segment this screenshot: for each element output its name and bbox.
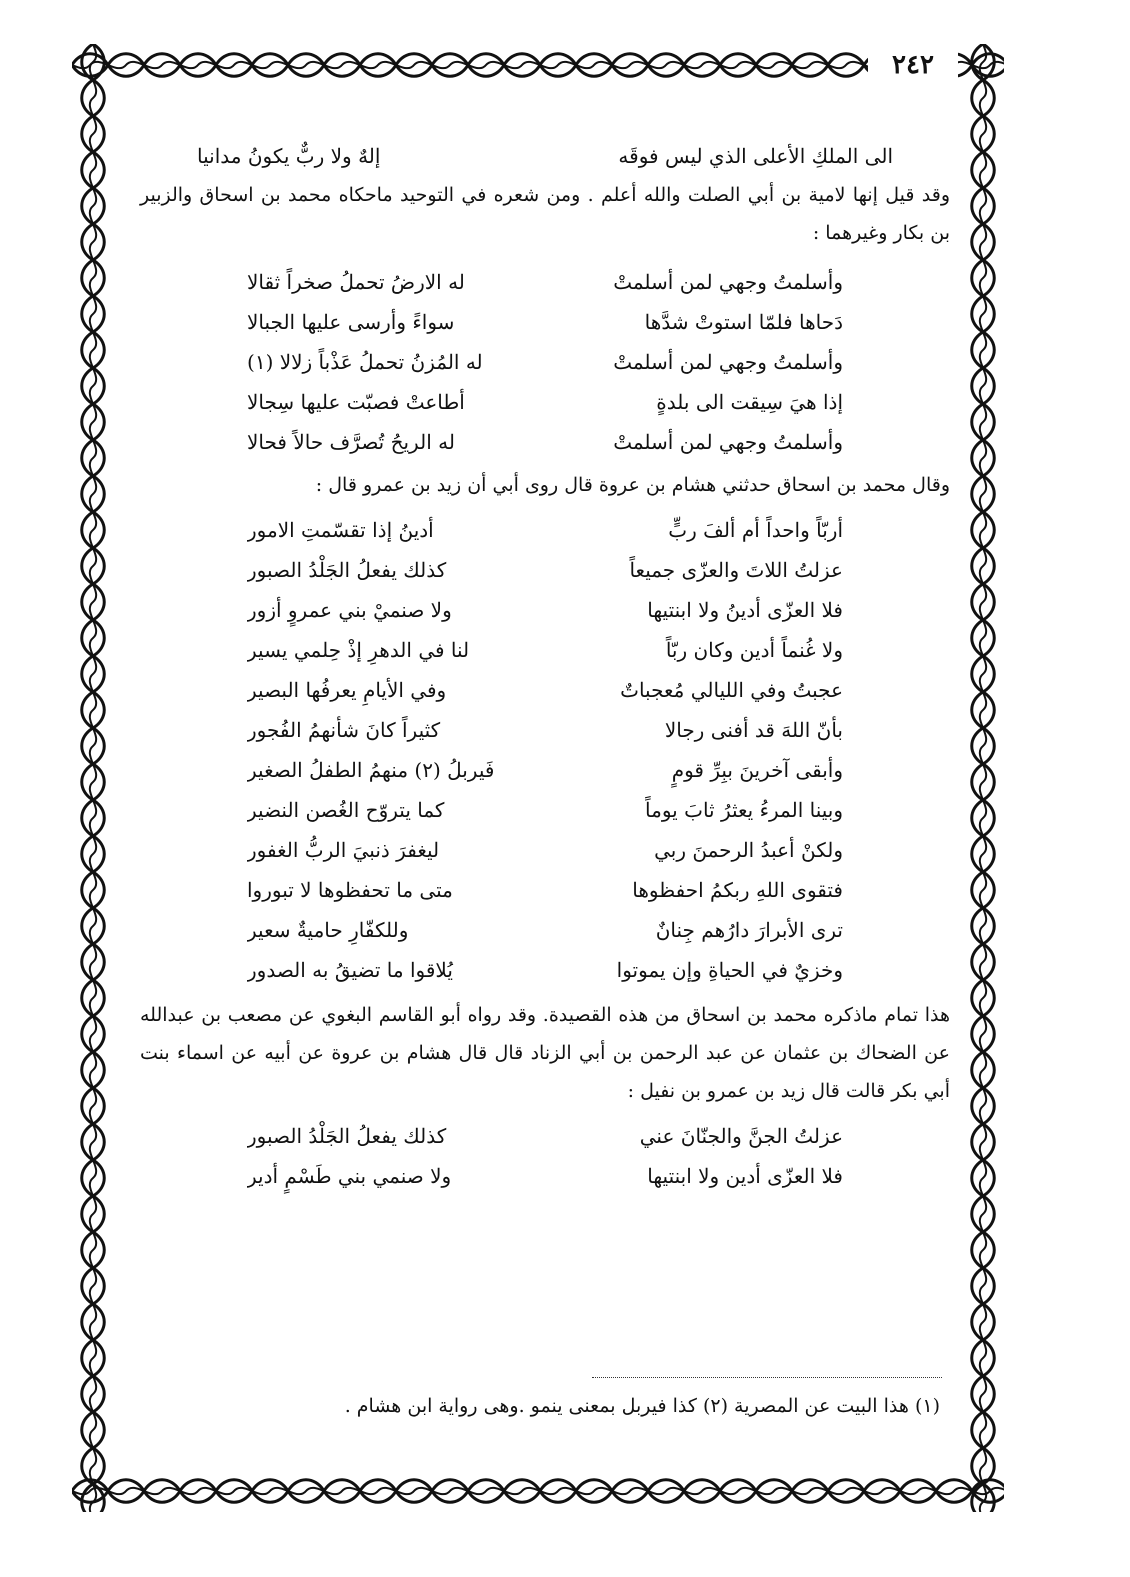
hemistich-second: له المُزنُ تحملُ عَذْباً زلالا (١) bbox=[247, 350, 483, 374]
hemistich-second: ولا صنميْ بني عمروٍ أزور bbox=[247, 598, 452, 622]
hemistich-first: فلا العزّى أدينُ ولا ابنتيها bbox=[647, 598, 843, 622]
hemistich-first: دَحاها فلمّا استوتْ شدَّها bbox=[644, 310, 843, 334]
verse-line bbox=[140, 550, 950, 590]
hemistich-first: وخزيٌ في الحياةِ وإن يموتوا bbox=[616, 958, 843, 982]
ornamental-border-bottom bbox=[72, 1470, 1004, 1512]
hemistich-second: لنا في الدهرِ إذْ حِلمي يسير bbox=[247, 638, 470, 662]
verse-line bbox=[140, 750, 950, 790]
hemistich-first: فلا العزّى أدين ولا ابنتيها bbox=[647, 1164, 843, 1188]
hemistich-second: وفي الأيامِ يعرفُها البصير bbox=[247, 678, 447, 702]
hemistich-first: بأنّ اللهَ قد أفنى رجالا bbox=[664, 718, 843, 742]
page-content bbox=[140, 132, 950, 1196]
hemistich-first: عزلتُ اللاتَ والعزّى جميعاً bbox=[629, 558, 843, 582]
hemistich-second: له الريحُ تُصرَّف حالاً فحالا bbox=[247, 430, 455, 454]
hemistich-second: إلهٌ ولا ربٌّ يكونُ مدانيا bbox=[197, 144, 381, 168]
hemistich-first: ترى الأبرارَ دارُهم جِنانٌ bbox=[655, 918, 843, 942]
verse-line bbox=[140, 630, 950, 670]
hemistich-first: عجبتُ وفي الليالي مُعجباتٌ bbox=[620, 678, 843, 702]
hemistich-second: فَيربلُ (٢) منهمُ الطفلُ الصغير bbox=[247, 758, 495, 782]
hemistich-second: سواءً وأرسى عليها الجبالا bbox=[247, 310, 455, 334]
hemistich-first: وأبقى آخرينَ ببِرِّ قومٍ bbox=[671, 758, 843, 782]
verse-line bbox=[140, 870, 950, 910]
verse-line bbox=[140, 262, 950, 302]
hemistich-first: وبينا المرءُ يعثرُ ثابَ يوماً bbox=[645, 798, 843, 822]
hemistich-first: عزلتُ الجنَّ والجنّانَ عني bbox=[639, 1124, 843, 1148]
poem-1 bbox=[140, 262, 950, 462]
hemistich-first: وأسلمتُ وجهي لمن أسلمتْ bbox=[613, 270, 843, 294]
verse-line bbox=[140, 1156, 950, 1196]
footnote-divider bbox=[592, 1377, 942, 1378]
hemistich-second: له الارضُ تحملُ صخراً ثقالا bbox=[247, 270, 465, 294]
verse-line bbox=[140, 136, 950, 176]
hemistich-second: كثيراً كانَ شأنهمُ الفُجور bbox=[247, 718, 441, 742]
paragraph: وقال محمد بن اسحاق حدثني هشام بن عروة قال روى أبي أن زيد بن عمرو قال : bbox=[315, 474, 950, 496]
verse-line bbox=[140, 830, 950, 870]
hemistich-first: الى الملكِ الأعلى الذي ليس فوقَه bbox=[618, 144, 893, 168]
hemistich-second: يُلاقوا ما تضيقُ به الصدور bbox=[247, 958, 453, 982]
verse-line bbox=[140, 510, 950, 550]
poem-2 bbox=[140, 510, 950, 990]
hemistich-second: كذلك يفعلُ الجَلْدُ الصبور bbox=[247, 558, 447, 582]
verse-line bbox=[140, 790, 950, 830]
hemistich-first: وأسلمتُ وجهي لمن أسلمتْ bbox=[613, 430, 843, 454]
hemistich-first: ولا غُنماً أدين وكان ربّاً bbox=[665, 638, 843, 662]
poem-3 bbox=[140, 1116, 950, 1196]
paragraph: وقد قيل إنها لامية بن أبي الصلت والله أعلم . ومن شعره في التوحيد ماحكاه محمد بن اسحاق والزبير بن بكار وغيرهما : bbox=[140, 184, 950, 244]
hemistich-second: متى ما تحفظوها لا تبوروا bbox=[247, 878, 453, 902]
ornamental-border-left bbox=[72, 44, 114, 1512]
hemistich-first: ولكنْ أعبدُ الرحمنَ ربي bbox=[654, 838, 843, 862]
ornamental-border-right bbox=[962, 44, 1004, 1512]
hemistich-second: ولا صنمي بني طَسْمٍ أدير bbox=[247, 1164, 452, 1188]
verse-line bbox=[140, 1116, 950, 1156]
hemistich-second: كما يتروّح الغُصن النضير bbox=[247, 798, 445, 822]
hemistich-second: كذلك يفعلُ الجَلْدُ الصبور bbox=[247, 1124, 447, 1148]
verse-line bbox=[140, 302, 950, 342]
hemistich-second: أطاعتْ فصبّت عليها سِجالا bbox=[247, 390, 465, 414]
hemistich-second: وللكفّارِ حاميةٌ سعير bbox=[247, 918, 409, 942]
paragraph: هذا تمام ماذكره محمد بن اسحاق من هذه القصيدة. وقد رواه أبو القاسم البغوي عن مصعب بن عبدالله عن الضحاك بن عثمان عن عبد الرحمن بن أبي الزناد قال قال هشام بن عروة عن أبيه عن اسماء بنت أبي بكر قالت قال زيد بن عمرو بن نفيل : bbox=[140, 1004, 950, 1102]
hemistich-first: وأسلمتُ وجهي لمن أسلمتْ bbox=[613, 350, 843, 374]
page-number: ٢٤٢ bbox=[868, 48, 958, 82]
verse-line bbox=[140, 710, 950, 750]
verse-line bbox=[140, 670, 950, 710]
verse-line bbox=[140, 342, 950, 382]
hemistich-second: ليغفرَ ذنبيَ الربُّ الغفور bbox=[247, 838, 440, 862]
verse-line bbox=[140, 950, 950, 990]
verse-line bbox=[140, 590, 950, 630]
verse-line bbox=[140, 382, 950, 422]
verse-line bbox=[140, 910, 950, 950]
ornamental-border-top bbox=[72, 44, 1004, 86]
hemistich-first: فتقوى اللهِ ربكمُ احفظوها bbox=[632, 878, 843, 902]
hemistich-second: أدينُ إذا تقسّمتِ الامور bbox=[247, 518, 434, 542]
hemistich-first: إذا هيَ سِيقت الى بلدةٍ bbox=[656, 390, 843, 414]
verse-line bbox=[140, 422, 950, 462]
footnote: (١) هذا البيت عن المصرية (٢) كذا فيربل بمعنى ينمو .وهى رواية ابن هشام . bbox=[344, 1395, 940, 1417]
hemistich-first: أربّاً واحداً أم ألفَ ربٍّ bbox=[668, 518, 843, 542]
